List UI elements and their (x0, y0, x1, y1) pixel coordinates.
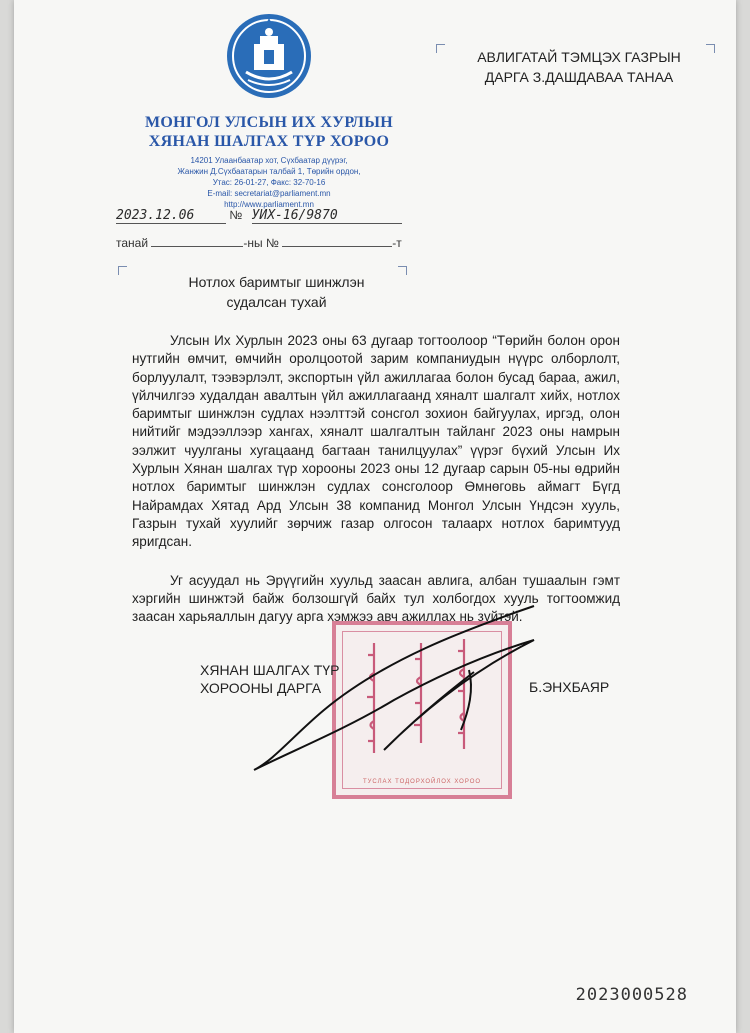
addressee-line-1: АВЛИГАТАЙ ТЭМЦЭХ ГАЗРЫН (477, 49, 681, 65)
ny-label: -ны № (243, 236, 279, 250)
number-label: № (229, 208, 243, 222)
letterhead (114, 10, 424, 210)
letter-page (14, 0, 736, 1033)
contact-block (114, 155, 424, 210)
org-name-line-2: ХЯНАН ШАЛГАХ ТҮР ХОРОО (148, 133, 390, 150)
body-paragraph: Уг асуудал нь Эрүүгийн хуульд заасан авлига, албан тушаалын гэмт хэргийн шинжтэй байж болзошгүй байх тул холбогдох хууль тогтоомжид заасан харьяаллын дагуу арга хэмжээ авч ажиллах нь зүйтэй. (132, 572, 620, 625)
addressee-line-2: ДАРГА З.ДАШДАВАА ТАНАА (484, 69, 674, 85)
letter-number: УИХ-16/9870 (252, 208, 402, 224)
document-serial-number: 2023000528 (575, 985, 688, 1005)
corner-bracket (118, 266, 127, 275)
contact-email: E-mail: secretariat@parliament.mn (207, 189, 331, 198)
corner-bracket (706, 44, 715, 53)
incoming-reference-line (116, 236, 426, 250)
signatory-title-line-1: ХЯНАН ШАЛГАХ ТҮР (200, 662, 340, 678)
outgoing-reference-line (116, 208, 426, 224)
body-paragraph: Улсын Их Хурлын 2023 оны 63 дугаар тогтоолоор “Төрийн болон орон нутгийн өмчит, өмчийн оролцоотой зарим компаниудын нүүрс олборлолт, борлуулалт, тээвэрлэлт, экспортын үйл ажиллагаа болон бусад бараа, ажил, үйлчилгээ худалдан авалтын үйл ажиллагаанд хяналт шалгалт хийх, нотлох баримтыг шинжлэн судлах нээлттэй сонсгол зохион байгуулах, иргэд, олон нийтийг мэдээллээр хангах, хяналт шалгалтын тайланг 2023 оны намрын ээлжит чуулганы хугацаанд багтаан танилцуулах” үүрэг бүхий Улсын Их Хурлын Хянан шалгах түр хорооны 2023 оны 12 дугаар сарын 05-ны өдрийн нотлох баримтыг шинжлэн судлах сонсголоор Өмнөговь аймагт Бүгд Найрамдах Хятад Ард Улсын 38 компанид Монгол Улсын Үндсэн хууль, Газрын тухай хуулийг зөрчиж газар олгосон талаарх нотлох баримтууд яригдсан. (132, 333, 620, 550)
organization-name (114, 113, 424, 151)
state-emblem-icon (224, 10, 314, 102)
corner-bracket (398, 266, 407, 275)
org-name-line-1: МОНГОЛ УЛСЫН ИХ ХУРЛЫН (145, 114, 393, 131)
subject (154, 272, 399, 312)
corner-bracket (436, 44, 445, 53)
contact-website: http://www.parliament.mn (224, 200, 314, 209)
signatory-title (200, 661, 360, 697)
subject-line-2: судалсан тухай (226, 294, 327, 310)
contact-line: Утас: 26-01-27, Факс: 32-70-16 (212, 178, 326, 187)
signatory-title-line-2: ХОРООНЫ ДАРГА (200, 680, 322, 696)
contact-line: Жанжин Д.Сүхбаатарын талбай 1, Төрийн ордон, (177, 167, 361, 176)
addressee (454, 47, 704, 87)
letter-date: 2023.12.06 (116, 208, 226, 224)
blank-field (151, 246, 243, 247)
subject-line-1: Нотлох баримтыг шинжлэн (188, 274, 365, 290)
t-label: -т (392, 236, 402, 250)
stamp-bottom-text: ТУСЛАХ ТОДОРХОЙЛОХ ХОРОО (362, 779, 482, 785)
tanai-label: танай (116, 236, 149, 250)
signatory-name: Б.ЭНХБАЯР (529, 679, 610, 695)
blank-field (282, 246, 392, 247)
contact-line: 14201 Улаанбаатар хот, Сүхбаатар дүүрэг, (190, 156, 348, 165)
